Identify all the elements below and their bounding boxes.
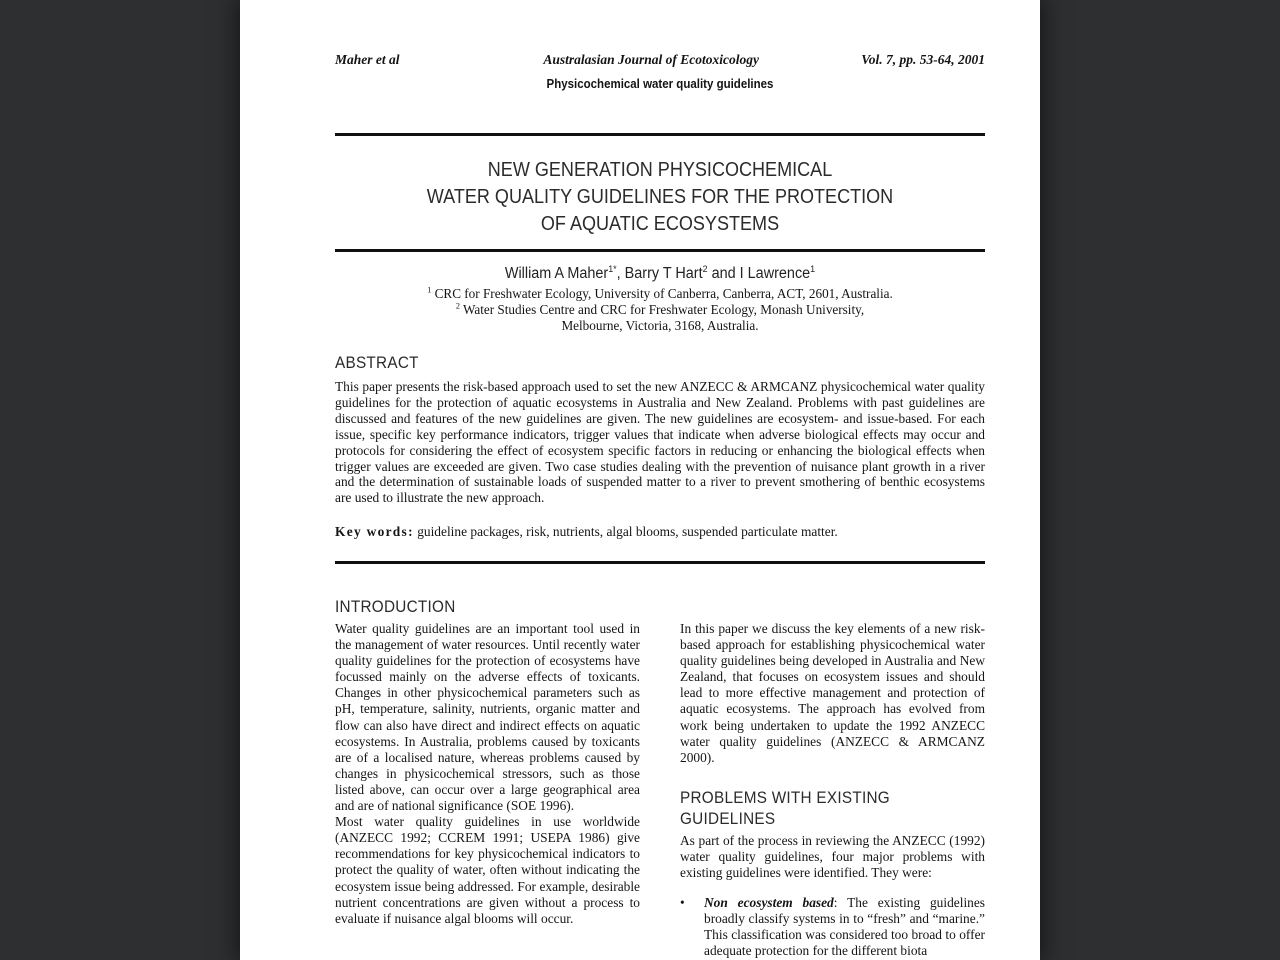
keywords-line xyxy=(335,524,985,540)
abstract-text: This paper presents the risk-based approach used to set the new ANZECC & ARMCANZ physicochemical water quality guidelines for the protection of aquatic ecosystems in Australia and New Zealand. Problems with past guidelines are discussed and features of the new guidelines are given. The new guidelines are ecosystem- and issue-based. For each issue, specific key performance indicators, trigger values that indicate when adverse biological effects may occur and protocols for considering the effect of ecosystem specific factors in reducing or enhancing the biological effects when trigger values are exceeded are given. Two case studies dealing with the prevention of nuisance plant growth in a river and the determination of sustainable loads of suspended matter to a river to prevent smothering of benthic ecosystems are used to illustrate the new approach. xyxy=(335,379,985,506)
author-2-affmark: 2 xyxy=(702,263,708,275)
author-3: and I Lawrence xyxy=(707,265,811,282)
document-page xyxy=(240,0,1040,960)
keywords-text: guideline packages, risk, nutrients, algal blooms, suspended particulate matter. xyxy=(413,524,838,539)
abstract-heading: ABSTRACT xyxy=(335,353,419,372)
problems-heading: PROBLEMS WITH EXISTING GUIDELINES xyxy=(680,787,890,829)
author-3-affmark: 1 xyxy=(810,263,816,275)
bullet-rest: : The existing guidelines broadly classify systems in to “fresh” and “marine.” This classification was considered too broad to offer adequate protection for the different biota xyxy=(704,895,986,959)
affiliation-2-text: Water Studies Centre and CRC for Freshwater Ecology, Monash University, xyxy=(459,302,865,317)
right-paragraph-2: As part of the process in reviewing the ANZECC (1992) water quality guidelines, four major problems with existing guidelines were identified. They were: xyxy=(680,832,985,881)
right-paragraph-1: In this paper we discuss the key elements of a new risk-based approach for establishing physicochemical water quality guidelines being developed in Australia and New Zealand, that focuses on ecosystem issues and should lead to more effective management and protection of aquatic ecosystems. The approach has evolved from work being undertaken to update the 1992 ANZECC water quality guidelines (ANZECC & ARMCANZ 2000). xyxy=(680,621,985,765)
affiliation-1 xyxy=(335,286,985,302)
title-line-2: WATER QUALITY GUIDELINES FOR THE PROTECTION xyxy=(426,185,894,208)
running-author: Maher et al xyxy=(335,52,400,67)
affiliation-1-text: CRC for Freshwater Ecology, University of Canberra, Canberra, ACT, 2601, Australia. xyxy=(431,286,893,301)
affiliations xyxy=(335,286,985,334)
intro-paragraph-1: Water quality guidelines are an important tool used in the management of water resources. Until recently water quality guidelines for the protection of ecosystems have focussed mainly on the adverse effects of toxicants. Changes in other physicochemical parameters such as pH, temperature, salinity, nutrients, organic matter and flow can also have direct and indirect effects on aquatic ecosystems. In Australia, problems caused by toxicants are of a localised nature, whereas problems caused by changes in physicochemical stressors, such as those listed above, can occur over a large geographical area and are of national significance (SOE 1996). xyxy=(335,621,640,814)
horizontal-rule-top xyxy=(335,133,985,136)
affiliation-2-mark: 2 xyxy=(455,301,460,311)
horizontal-rule-under-abstract xyxy=(335,561,985,564)
title-line-1: NEW GENERATION PHYSICOCHEMICAL xyxy=(487,158,833,181)
left-column xyxy=(335,621,640,927)
right-column xyxy=(680,621,985,960)
affiliation-2 xyxy=(335,302,985,318)
affiliation-3-text: Melbourne, Victoria, 3168, Australia. xyxy=(561,318,759,333)
bullet-lead: Non ecosystem based xyxy=(704,895,834,911)
author-1-affmark: 1* xyxy=(608,263,617,275)
author-1: William A Maher xyxy=(504,265,609,282)
intro-paragraph-2: Most water quality guidelines in use worldwide (ANZECC 1992; CCREM 1991; USEPA 1986) give recommendations for key physicochemical indicators to protect the quality of water, often without indicating the ecosystem issue being addressed. For example, desirable nutrient concentrations are given without a process to evaluate if nuisance algal blooms will occur. xyxy=(335,814,640,926)
affiliation-1-mark: 1 xyxy=(427,285,432,295)
article-title xyxy=(374,156,946,237)
affiliation-3 xyxy=(335,318,985,334)
bullet-text xyxy=(704,895,985,959)
volume-info: Vol. 7, pp. 53-64, 2001 xyxy=(861,52,985,67)
bullet-marker: • xyxy=(680,895,685,911)
author-byline xyxy=(358,265,963,283)
author-2: , Barry T Hart xyxy=(616,265,703,282)
running-title: Physicochemical water quality guidelines xyxy=(546,77,774,91)
introduction-heading: INTRODUCTION xyxy=(335,597,456,616)
running-header xyxy=(335,52,985,68)
keywords-label: Key words: xyxy=(335,524,414,539)
journal-name: Australasian Journal of Ecotoxicology xyxy=(543,52,760,67)
bullet-item-non-ecosystem xyxy=(680,895,985,959)
title-line-3: OF AQUATIC ECOSYSTEMS xyxy=(540,212,780,235)
horizontal-rule-under-title xyxy=(335,249,985,252)
